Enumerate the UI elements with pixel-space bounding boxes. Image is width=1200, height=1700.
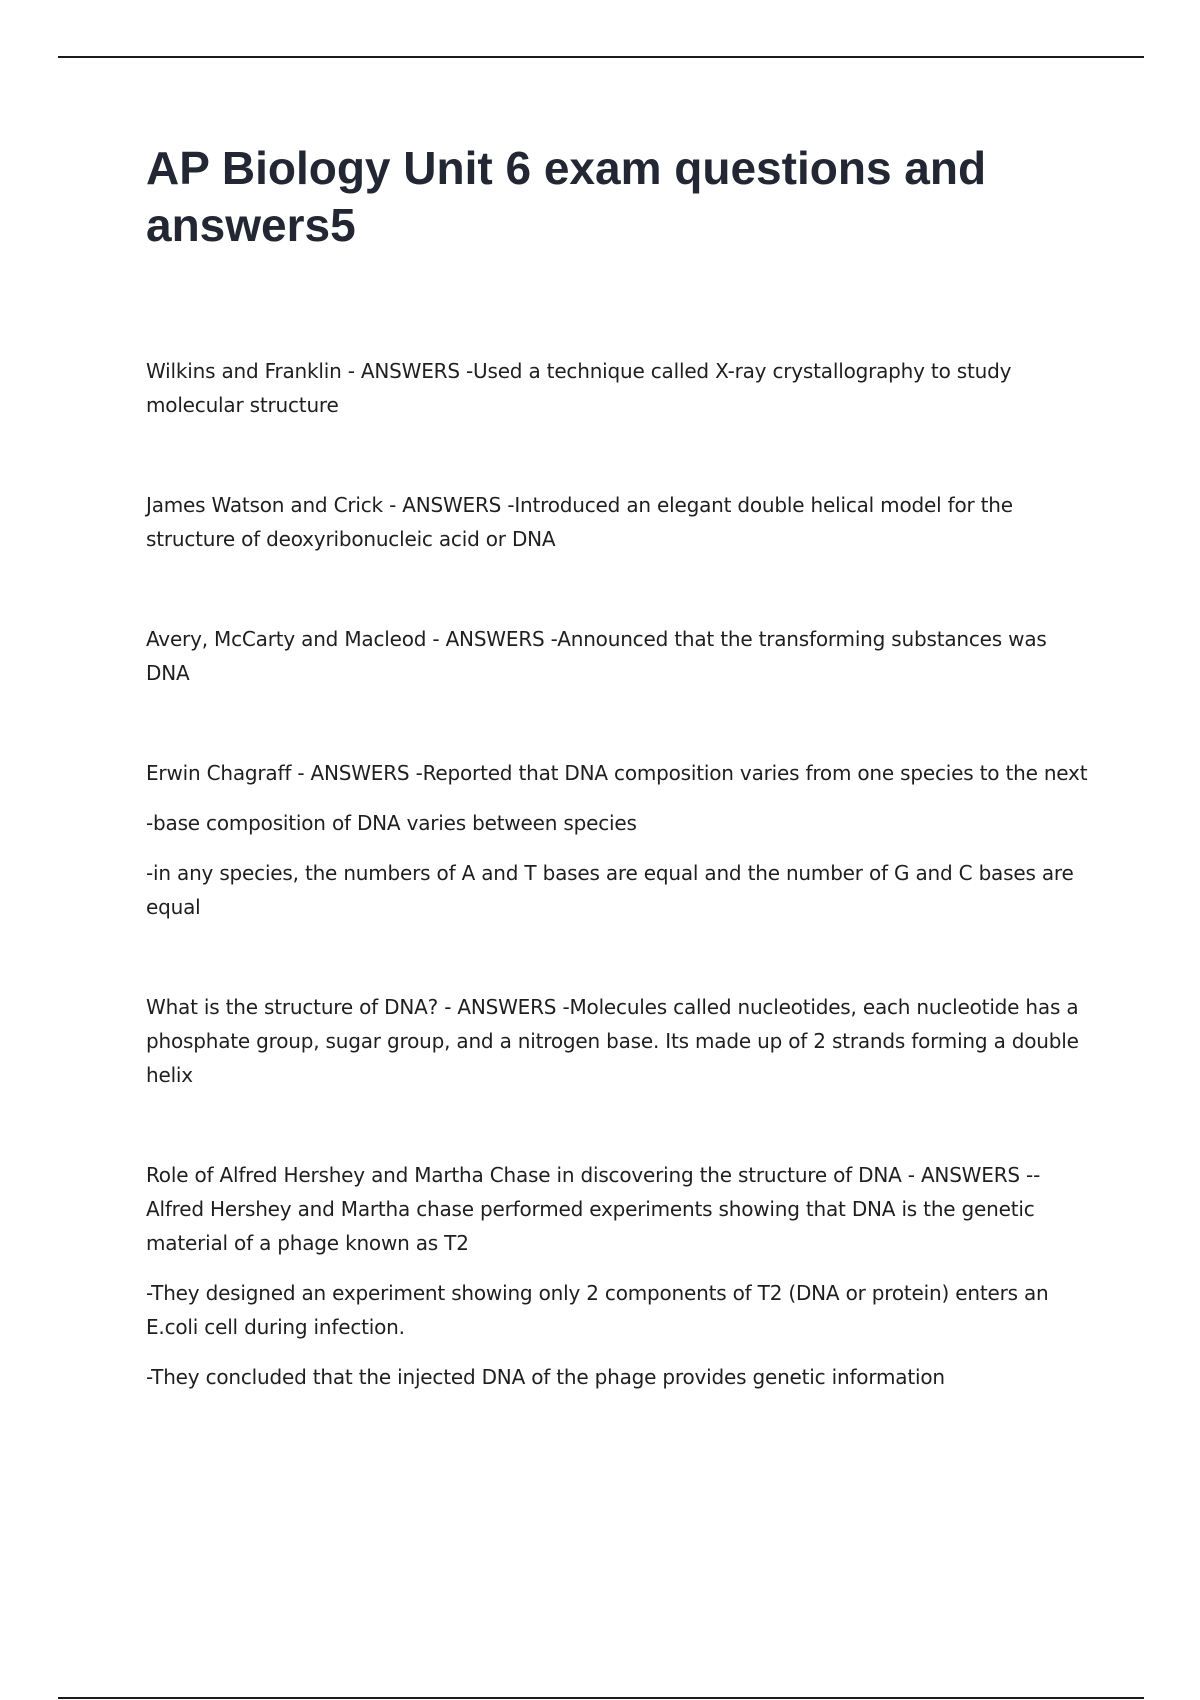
qa-item-dna-structure (146, 990, 1096, 1092)
qa-text: Role of Alfred Hershey and Martha Chase in discovering the structure of DNA - ANSWERS --Alfred Hershey and Martha chase performed experiments showing that DNA is the genetic material of a phage known as T2 (146, 1163, 1041, 1255)
qa-text: Avery, McCarty and Macleod - ANSWERS -Announced that the transforming substances was DNA (146, 627, 1047, 685)
qa-text-detail: -They concluded that the injected DNA of the phage provides genetic information (146, 1365, 945, 1389)
qa-text: James Watson and Crick - ANSWERS -Introduced an elegant double helical model for the structure of deoxyribonucleic acid or DNA (146, 493, 1013, 551)
qa-item-chargaff (146, 756, 1096, 924)
qa-text-detail: -in any species, the numbers of A and T bases are equal and the number of G and C bases are equal (146, 861, 1074, 919)
qa-item-watson-crick (146, 488, 1096, 556)
top-divider (58, 56, 1144, 58)
qa-item-wilkins-franklin (146, 354, 1096, 422)
qa-text: Erwin Chagraff - ANSWERS -Reported that DNA composition varies from one species to the next (146, 761, 1088, 785)
qa-text-detail: -They designed an experiment showing only 2 components of T2 (DNA or protein) enters an E.coli cell during infection. (146, 1281, 1049, 1339)
qa-item-hershey-chase (146, 1158, 1096, 1394)
qa-item-avery-mccarty-macleod (146, 622, 1096, 690)
document-body (146, 140, 1096, 1460)
qa-text-detail: -base composition of DNA varies between species (146, 811, 637, 835)
bottom-divider (58, 1697, 1144, 1699)
qa-text: What is the structure of DNA? - ANSWERS -Molecules called nucleotides, each nucleotide has a phosphate group, sugar group, and a nitrogen base. Its made up of 2 strands forming a double helix (146, 995, 1079, 1087)
qa-list (146, 354, 1096, 1394)
qa-text: Wilkins and Franklin - ANSWERS -Used a technique called X-ray crystallography to study molecular structure (146, 359, 1012, 417)
document-title: AP Biology Unit 6 exam questions and answers5 (146, 142, 987, 251)
